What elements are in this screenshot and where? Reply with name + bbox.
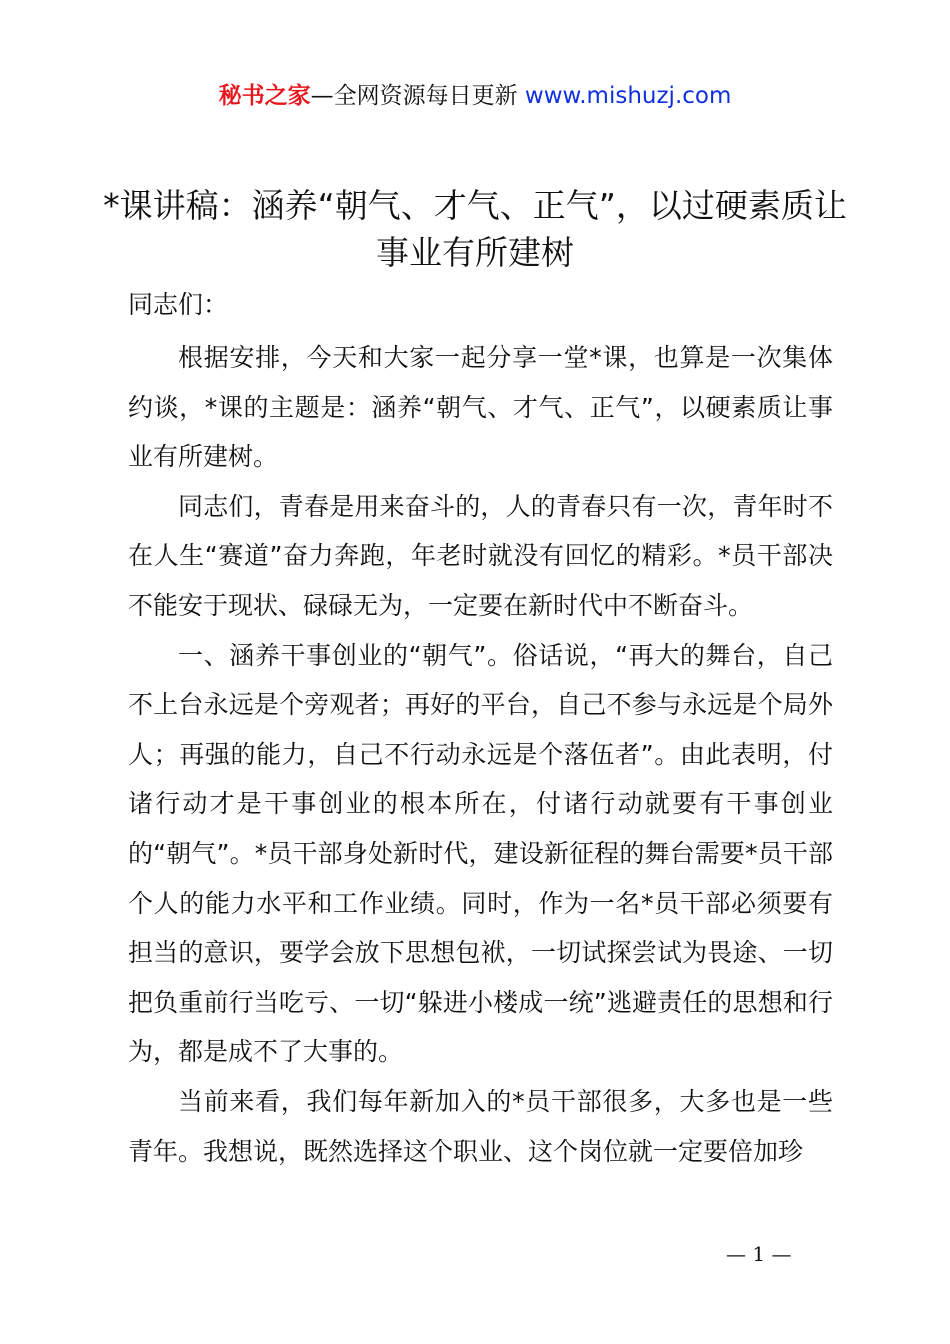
- salutation: 同志们：: [128, 290, 229, 319]
- document-body: [128, 333, 833, 1176]
- site-header: [0, 80, 950, 112]
- paragraph-4: 当前来看，我们每年新加入的*员干部很多，大多也是一些青年。我想说，既然选择这个职业、这个岗位就一定要倍加珍: [128, 1086, 833, 1166]
- page-number: — 1 —: [726, 1242, 792, 1266]
- site-brand: 秘书之家: [218, 83, 311, 109]
- paragraph-2: 同志们，青春是用来奋斗的，人的青春只有一次，青年时不在人生“赛道”奋力奔跑，年老时就没有回忆的精彩。*员干部决不能安于现状、碌碌无为，一定要在新时代中不断奋斗。: [128, 491, 833, 620]
- document-title: *课讲稿：涵养“朝气、才气、正气”，以过硬素质让事业有所建树: [103, 186, 847, 272]
- paragraph-1: 根据安排，今天和大家一起分享一堂*课，也算是一次集体约谈，*课的主题是：涵养“朝气、才气、正气”，以硬素质让事业有所建树。: [128, 343, 833, 472]
- paragraph-3: 一、涵养干事创业的“朝气”。俗话说，“再大的舞台，自己不上台永远是个旁观者；再好的平台，自己不参与永远是个局外人；再强的能力，自己不行动永远是个落伍者”。由此表明，付诸行动才是干事创业的根本所在，付诸行动就要有干事创业的“朝气”。*员干部身处新时代，建设新征程的舞台需要*员干部个人的能力水平和工作业绩。同时，作为一名*员干部必须要有担当的意识，要学会放下思想包袱，一切试探尝试为畏途、一切把负重前行当吃亏、一切“躲进小楼成一统”逃避责任的思想和行为，都是成不了大事的。: [128, 640, 833, 1067]
- site-url-link[interactable]: www.mishuzj.com: [524, 83, 732, 109]
- site-tagline: —全网资源每日更新: [310, 83, 518, 109]
